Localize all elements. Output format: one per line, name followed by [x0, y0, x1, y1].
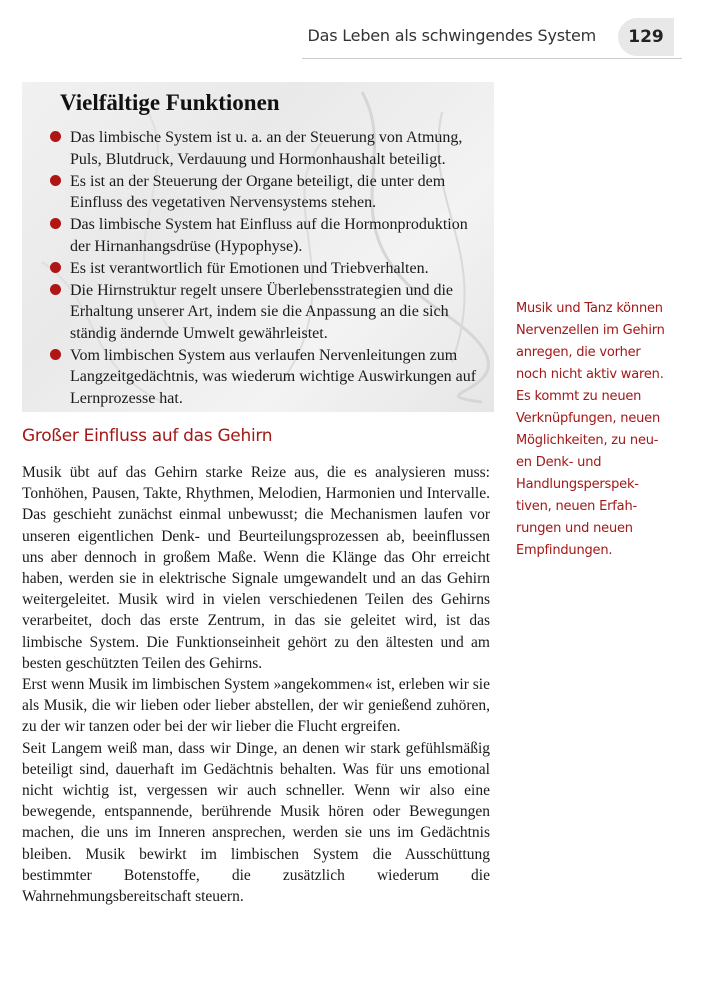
- paragraph: Erst wenn Musik im limbischen System »angekommen« ist, erleben wir sie als Musik, die wir lieben oder lieber abstellen, der wir genießend zuhören, zu der wir tanzen oder bei der wir lieber die Flucht ergreifen.: [22, 676, 490, 736]
- list-item: Es ist an der Steuerung der Organe beteiligt, die unter dem Einfluss des vegetativen Nervensystems stehen.: [48, 171, 488, 214]
- function-list: [48, 127, 488, 410]
- body-text: [22, 462, 490, 907]
- list-item: Die Hirnstruktur regelt unsere Überlebensstrategien und die Erhaltung unserer Art, indem sie die Anpassung an die sich ständig ändernde Umwelt gewährleistet.: [48, 280, 488, 345]
- header-rule: [302, 58, 682, 59]
- bullet-icon: [50, 131, 61, 142]
- margin-note: Musik und Tanz können Nervenzellen im Gehirn anregen, die vorher noch nicht aktiv waren. Es kommt zu neuen Verknüpfungen, neuen Möglichkeiten, zu neu- en Denk- und Handlungsperspek- tiven, neuen Erfah- rungen und neuen Empfindungen.: [516, 301, 665, 558]
- page-header: [300, 18, 682, 62]
- bullet-icon: [50, 175, 61, 186]
- section-heading: Großer Einfluss auf das Gehirn: [22, 426, 273, 446]
- bullet-icon: [50, 349, 61, 360]
- list-item: Das limbische System hat Einfluss auf die Hormonproduktion der Hirnanhangsdrüse (Hypophyse).: [48, 214, 488, 257]
- running-title: Das Leben als schwingendes System: [307, 26, 596, 45]
- box-title: Vielfältige Funktionen: [60, 90, 280, 115]
- paragraph: Seit Langem weiß man, dass wir Dinge, an denen wir stark gefühlsmäßig beteiligt sind, dauerhaft im Gedächtnis behalten. Was für uns emotional nicht wichtig ist, vergessen wir auch schneller. Wenn wir also eine bewegende, entspannende, berührende Musik hören oder Bewegungen machen, die uns im Inneren ansprechen, werden sie uns im Gedächtnis bleiben. Musik bewirkt im limbischen System die Ausschüttung bestimmter Botenstoffe, die zusätzlich wiederum die Wahrnehmungsbereitschaft steuern.: [22, 739, 490, 906]
- bullet-icon: [50, 218, 61, 229]
- paragraph: Musik übt auf das Gehirn starke Reize aus, die es analysieren muss: Tonhöhen, Pausen, Takte, Rhythmen, Melodien, Harmonien und Intervalle. Das geschieht zunächst einmal unbewusst; die Mechanismen laufen vor unseren eigentlichen Denk- und Beurteilungsprozessen ab, beeinflussen uns aber dennoch in großem Maße. Wenn die Klänge das Ohr erreicht haben, werden sie in elektrische Signale umgewandelt und an das Gehirn weitergeleitet. Musik wird in vielen verschiedenen Teilen des Gehirns verarbeitet, doch das erste Zentrum, in das sie geleitet wird, ist das limbische System. Die Funktionseinheit gehört zu den ältesten und am besten geschützten Teilen des Gehirns.: [22, 464, 490, 672]
- list-item: Es ist verantwortlich für Emotionen und Triebverhalten.: [48, 258, 488, 280]
- list-item: Das limbische System ist u. a. an der Steuerung von Atmung, Puls, Blutdruck, Verdauung und Hormonhaushalt beteiligt.: [48, 127, 488, 170]
- bullet-icon: [50, 284, 61, 295]
- info-box: [22, 82, 494, 412]
- page-number: 129: [618, 18, 674, 56]
- bullet-icon: [50, 262, 61, 273]
- list-item: Vom limbischen System aus verlaufen Nervenleitungen zum Langzeitgedächtnis, was wiederum wichtige Auswirkungen auf Lernprozesse hat.: [48, 345, 488, 410]
